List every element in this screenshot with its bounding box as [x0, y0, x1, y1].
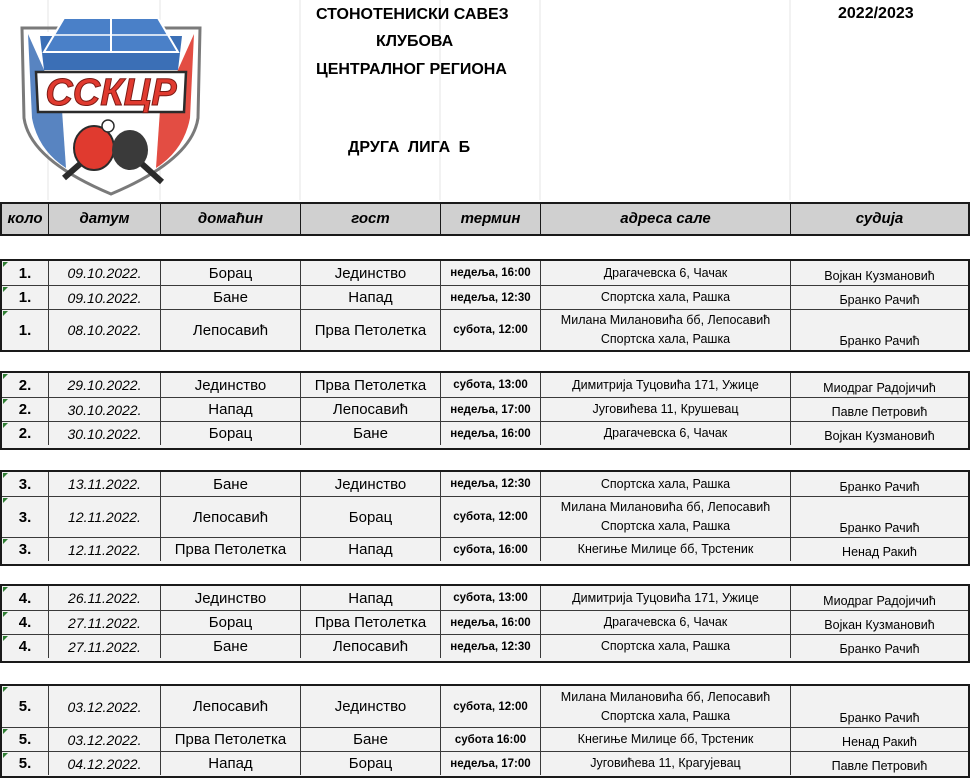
- cell-kolo: [2, 497, 49, 537]
- cell-kolo: [2, 310, 49, 350]
- cell-time: [441, 398, 541, 421]
- cell-date: [49, 497, 161, 537]
- cell-referee: [791, 635, 968, 658]
- cell-kolo: [2, 728, 49, 751]
- cell-address: [541, 728, 791, 751]
- cell-referee: [791, 286, 968, 309]
- cell-date: [49, 586, 161, 610]
- logo-text: ССКЦР: [45, 72, 177, 114]
- cell-address: [541, 373, 791, 397]
- cell-away-team: [301, 261, 441, 285]
- cell-kolo-text: 3.: [18, 508, 32, 526]
- cell-date-text: 27.11.2022.: [68, 614, 141, 631]
- cell-date: [49, 398, 161, 421]
- cell-home-team-text: Лепосавић: [192, 698, 269, 715]
- cell-home-team: [161, 611, 301, 634]
- cell-kolo-text: 3.: [18, 541, 32, 558]
- address-line: Димитрија Туцовића 171, Ужице: [572, 377, 759, 392]
- cell-address: [541, 497, 791, 537]
- cell-date-text: 04.12.2022.: [67, 755, 142, 772]
- cell-referee: [791, 373, 968, 397]
- cell-home-team: [161, 635, 301, 658]
- cell-away-team: [301, 373, 441, 397]
- address-line: Драгачевска 6, Чачак: [603, 615, 728, 629]
- cell-address: [541, 472, 791, 496]
- cell-away-team-text: Лепосавић: [332, 638, 409, 655]
- cell-kolo-text: 4.: [18, 638, 32, 655]
- cell-note-marker: [3, 636, 8, 641]
- col-header-kolo: коло: [2, 204, 49, 234]
- cell-time-text: субота 16:00: [454, 733, 527, 746]
- cell-away-team-text: Прва Петолетка: [314, 321, 427, 339]
- cell-away-team-text: Јединство: [334, 475, 407, 493]
- cell-referee: [791, 472, 968, 496]
- cell-home-team-text: Прва Петолетка: [174, 731, 287, 748]
- cell-time-text: недеља, 17:00: [450, 403, 531, 416]
- cell-note-marker: [3, 287, 8, 292]
- cell-referee-text: Миодраг Радојичић: [823, 594, 936, 608]
- cell-kolo: [2, 422, 49, 445]
- address-line: Драгачевска 6, Чачак: [603, 265, 728, 280]
- col-header-home: домаћин: [161, 204, 301, 234]
- cell-address: [541, 310, 791, 350]
- cell-note-marker: [3, 539, 8, 544]
- cell-address: [541, 586, 791, 610]
- cell-time-text: субота, 13:00: [453, 592, 528, 604]
- cell-kolo: [2, 611, 49, 634]
- table-row: [2, 309, 968, 350]
- cell-time: [441, 635, 541, 658]
- table-row: [2, 727, 968, 751]
- cell-referee-text: Миодраг Радојичић: [823, 381, 936, 395]
- cell-away-team: [301, 635, 441, 658]
- cell-time-text: субота, 16:00: [453, 543, 528, 556]
- cell-address: [541, 398, 791, 421]
- cell-time-text: недеља, 16:00: [450, 427, 531, 440]
- cell-time-text: недеља, 12:30: [450, 291, 531, 304]
- table-row: [2, 421, 968, 445]
- cell-date-text: 30.10.2022.: [67, 425, 142, 442]
- cell-kolo-text: 1.: [18, 264, 32, 282]
- cell-away-team: [301, 472, 441, 496]
- cell-kolo-text: 4.: [18, 589, 32, 607]
- cell-referee: [791, 611, 968, 634]
- cell-away-team: [301, 686, 441, 727]
- cell-time: [441, 422, 541, 445]
- cell-away-team-text: Борац: [348, 755, 393, 772]
- cell-home-team: [161, 728, 301, 751]
- cell-note-marker: [3, 311, 8, 316]
- season: 2022/2023: [838, 5, 914, 22]
- cell-note-marker: [3, 612, 8, 617]
- address-line: Кнегиње Милице бб, Трстеник: [577, 732, 754, 746]
- cell-home-team-text: Бане: [213, 638, 248, 655]
- cell-home-team: [161, 398, 301, 421]
- cell-note-marker: [3, 423, 8, 428]
- cell-home-team-text: Борац: [208, 425, 253, 442]
- cell-kolo: [2, 752, 49, 775]
- cell-home-team-text: Лепосавић: [192, 508, 269, 526]
- cell-date-text: 13.11.2022.: [68, 476, 141, 492]
- cell-home-team-text: Јединство: [194, 589, 267, 607]
- table-row: [2, 686, 968, 727]
- address-line: Спортска хала, Рашка: [600, 290, 731, 304]
- cell-home-team-text: Бане: [213, 475, 248, 493]
- address-line: Спортска хала, Рашка: [600, 332, 731, 346]
- table-row: [2, 261, 968, 285]
- cell-date-text: 27.11.2022.: [68, 638, 141, 655]
- cell-date-text: 09.10.2022.: [67, 265, 142, 281]
- table-row: [2, 610, 968, 634]
- cell-home-team: [161, 472, 301, 496]
- cell-kolo: [2, 538, 49, 561]
- cell-home-team-text: Прва Петолетка: [174, 541, 287, 558]
- cell-referee: [791, 422, 968, 445]
- cell-date-text: 03.12.2022.: [67, 731, 142, 748]
- cell-home-team-text: Напад: [208, 401, 253, 418]
- cell-referee-text: Павле Петровић: [831, 759, 928, 773]
- round-block: [0, 684, 970, 778]
- cell-date: [49, 611, 161, 634]
- cell-away-team-text: Напад: [348, 289, 393, 306]
- cell-referee: [791, 752, 968, 775]
- cell-kolo-text: 5.: [18, 755, 32, 772]
- cell-time: [441, 586, 541, 610]
- cell-referee: [791, 586, 968, 610]
- cell-referee: [791, 261, 968, 285]
- cell-referee-text: Бранко Рачић: [839, 334, 920, 348]
- cell-away-team: [301, 538, 441, 561]
- cell-time: [441, 686, 541, 727]
- round-block: [0, 584, 970, 663]
- cell-home-team: [161, 586, 301, 610]
- cell-home-team-text: Јединство: [194, 376, 267, 394]
- cell-home-team-text: Борац: [208, 264, 253, 282]
- cell-away-team-text: Прва Петолетка: [314, 614, 427, 631]
- cell-home-team-text: Бане: [213, 289, 248, 306]
- cell-note-marker: [3, 262, 8, 267]
- address-line: Југовићева 11, Крушевац: [592, 402, 739, 416]
- cell-kolo: [2, 286, 49, 309]
- table-row: [2, 397, 968, 421]
- cell-kolo: [2, 373, 49, 397]
- cell-time: [441, 286, 541, 309]
- cell-note-marker: [3, 498, 8, 503]
- cell-kolo: [2, 472, 49, 496]
- cell-home-team: [161, 752, 301, 775]
- address-line: Драгачевска 6, Чачак: [603, 426, 728, 440]
- cell-referee-text: Ненад Ракић: [842, 545, 917, 559]
- cell-date: [49, 728, 161, 751]
- cell-home-team-text: Лепосавић: [192, 321, 269, 339]
- cell-time-text: субота, 13:00: [453, 379, 528, 391]
- cell-time-text: недеља, 16:00: [450, 267, 531, 279]
- address-line: Спортска хала, Рашка: [600, 639, 731, 653]
- cell-date-text: 12.11.2022.: [68, 541, 141, 558]
- cell-home-team: [161, 686, 301, 727]
- cell-address: [541, 611, 791, 634]
- cell-referee-text: Војкан Кузмановић: [824, 618, 935, 632]
- cell-note-marker: [3, 473, 8, 478]
- cell-referee-text: Војкан Кузмановић: [824, 269, 935, 283]
- cell-note-marker: [3, 753, 8, 758]
- cell-kolo-text: 1.: [18, 289, 32, 306]
- org-title-line1: СТОНОТЕНИСКИ САВЕЗ: [316, 6, 509, 23]
- cell-away-team-text: Јединство: [334, 264, 407, 282]
- cell-kolo-text: 3.: [18, 475, 32, 493]
- table-row: [2, 373, 968, 397]
- cell-referee-text: Ненад Ракић: [842, 735, 917, 749]
- address-line: Димитрија Туцовића 171, Ужице: [572, 590, 759, 605]
- cell-home-team: [161, 373, 301, 397]
- cell-away-team: [301, 611, 441, 634]
- cell-date-text: 08.10.2022.: [67, 322, 142, 338]
- cell-kolo: [2, 586, 49, 610]
- cell-note-marker: [3, 374, 8, 379]
- cell-referee-text: Војкан Кузмановић: [824, 429, 935, 443]
- cell-referee-text: Бранко Рачић: [839, 293, 920, 307]
- cell-date: [49, 310, 161, 350]
- cell-address: [541, 286, 791, 309]
- cell-home-team: [161, 310, 301, 350]
- cell-away-team: [301, 286, 441, 309]
- cell-date: [49, 538, 161, 561]
- cell-time-text: субота, 12:00: [453, 700, 528, 713]
- cell-time-text: субота, 12:00: [453, 511, 528, 523]
- cell-home-team-text: Борац: [208, 614, 253, 631]
- address-line: Спортска хала, Рашка: [600, 519, 731, 533]
- cell-referee-text: Бранко Рачић: [839, 521, 920, 535]
- cell-time: [441, 728, 541, 751]
- cell-kolo-text: 2.: [18, 425, 32, 442]
- cell-referee-text: Бранко Рачић: [839, 480, 920, 494]
- cell-time: [441, 752, 541, 775]
- cell-referee-text: Бранко Рачић: [839, 711, 920, 725]
- cell-away-team: [301, 310, 441, 350]
- cell-date-text: 30.10.2022.: [67, 401, 142, 418]
- round-block: [0, 371, 970, 450]
- cell-referee: [791, 497, 968, 537]
- cell-time: [441, 538, 541, 561]
- address-line: Југовићева 11, Крагујевац: [590, 756, 741, 770]
- cell-date: [49, 686, 161, 727]
- cell-away-team-text: Јединство: [334, 698, 407, 715]
- cell-time-text: недеља, 12:30: [450, 640, 531, 653]
- org-title-line2: КЛУБОВА: [376, 33, 454, 50]
- cell-away-team-text: Бане: [353, 731, 388, 748]
- col-header-time: термин: [441, 204, 541, 234]
- cell-time: [441, 261, 541, 285]
- cell-away-team-text: Бане: [353, 425, 388, 442]
- cell-note-marker: [3, 587, 8, 592]
- col-header-address: адреса сале: [541, 204, 791, 234]
- cell-note-marker: [3, 399, 8, 404]
- cell-kolo-text: 2.: [18, 376, 32, 394]
- round-block: [0, 259, 970, 352]
- cell-kolo-text: 5.: [18, 698, 32, 715]
- cell-home-team: [161, 497, 301, 537]
- cell-time-text: недеља, 12:30: [450, 478, 531, 490]
- cell-referee: [791, 398, 968, 421]
- address-line: Кнегиње Милице бб, Трстеник: [577, 542, 754, 556]
- cell-referee: [791, 686, 968, 727]
- round-block: [0, 470, 970, 566]
- cell-referee: [791, 538, 968, 561]
- cell-time-text: субота, 12:00: [453, 324, 528, 336]
- cell-time: [441, 373, 541, 397]
- col-header-referee: судија: [855, 210, 904, 227]
- league-title: ДРУГА ЛИГА Б: [348, 139, 471, 156]
- cell-address: [541, 752, 791, 775]
- cell-home-team: [161, 538, 301, 561]
- cell-time-text: недеља, 17:00: [450, 757, 531, 770]
- address-line: Спортска хала, Рашка: [600, 708, 731, 723]
- cell-kolo: [2, 635, 49, 658]
- cell-away-team: [301, 586, 441, 610]
- cell-date: [49, 286, 161, 309]
- col-header-away: гост: [301, 204, 441, 234]
- cell-date-text: 29.10.2022.: [67, 377, 142, 393]
- cell-referee-text: Павле Петровић: [831, 405, 928, 419]
- table-row: [2, 496, 968, 537]
- cell-date: [49, 472, 161, 496]
- cell-time: [441, 472, 541, 496]
- cell-time-text: недеља, 16:00: [450, 616, 531, 629]
- cell-referee: [791, 310, 968, 350]
- cell-kolo-text: 2.: [18, 401, 32, 418]
- cell-time: [441, 497, 541, 537]
- cell-time: [441, 310, 541, 350]
- col-header-date: датум: [49, 204, 161, 234]
- cell-home-team: [161, 286, 301, 309]
- cell-away-team: [301, 728, 441, 751]
- cell-referee: [791, 728, 968, 751]
- cell-date: [49, 261, 161, 285]
- cell-date-text: 26.11.2022.: [68, 590, 141, 606]
- cell-home-team-text: Напад: [208, 755, 253, 772]
- cell-address: [541, 635, 791, 658]
- table-row: [2, 537, 968, 561]
- cell-kolo: [2, 398, 49, 421]
- cell-note-marker: [3, 729, 8, 734]
- address-line: Милана Милановића бб, Лепосавић: [560, 313, 771, 327]
- cell-address: [541, 422, 791, 445]
- cell-kolo-text: 1.: [18, 321, 32, 339]
- cell-date: [49, 422, 161, 445]
- table-row: [2, 285, 968, 309]
- cell-referee-text: Бранко Рачић: [839, 642, 920, 656]
- cell-kolo-text: 4.: [18, 614, 32, 631]
- address-line: Милана Милановића бб, Лепосавић: [560, 500, 771, 514]
- org-title-line3: ЦЕНТРАЛНОГ РЕГИОНА: [316, 61, 507, 78]
- cell-address: [541, 538, 791, 561]
- cell-away-team: [301, 497, 441, 537]
- cell-date: [49, 752, 161, 775]
- cell-address: [541, 686, 791, 727]
- cell-away-team-text: Борац: [348, 508, 393, 526]
- cell-away-team: [301, 752, 441, 775]
- cell-kolo-text: 5.: [18, 731, 32, 748]
- table-row: [2, 634, 968, 658]
- cell-away-team: [301, 398, 441, 421]
- cell-date-text: 12.11.2022.: [68, 509, 141, 525]
- cell-date-text: 09.10.2022.: [67, 289, 142, 306]
- cell-note-marker: [3, 687, 8, 692]
- cell-date: [49, 373, 161, 397]
- cell-address: [541, 261, 791, 285]
- cell-away-team-text: Напад: [348, 589, 393, 607]
- cell-home-team: [161, 422, 301, 445]
- table-row: [2, 751, 968, 775]
- table-header: [0, 202, 970, 236]
- cell-kolo: [2, 261, 49, 285]
- ssktsr-logo: [2, 0, 220, 196]
- table-row: [2, 472, 968, 496]
- cell-away-team-text: Лепосавић: [332, 401, 409, 418]
- table-row: [2, 586, 968, 610]
- cell-home-team: [161, 261, 301, 285]
- cell-away-team-text: Прва Петолетка: [314, 376, 427, 394]
- cell-date-text: 03.12.2022.: [67, 698, 142, 715]
- cell-away-team: [301, 422, 441, 445]
- cell-kolo: [2, 686, 49, 727]
- address-line: Спортска хала, Рашка: [600, 476, 731, 491]
- cell-away-team-text: Напад: [348, 541, 393, 558]
- address-line: Милана Милановића бб, Лепосавић: [560, 689, 771, 704]
- cell-time: [441, 611, 541, 634]
- cell-date: [49, 635, 161, 658]
